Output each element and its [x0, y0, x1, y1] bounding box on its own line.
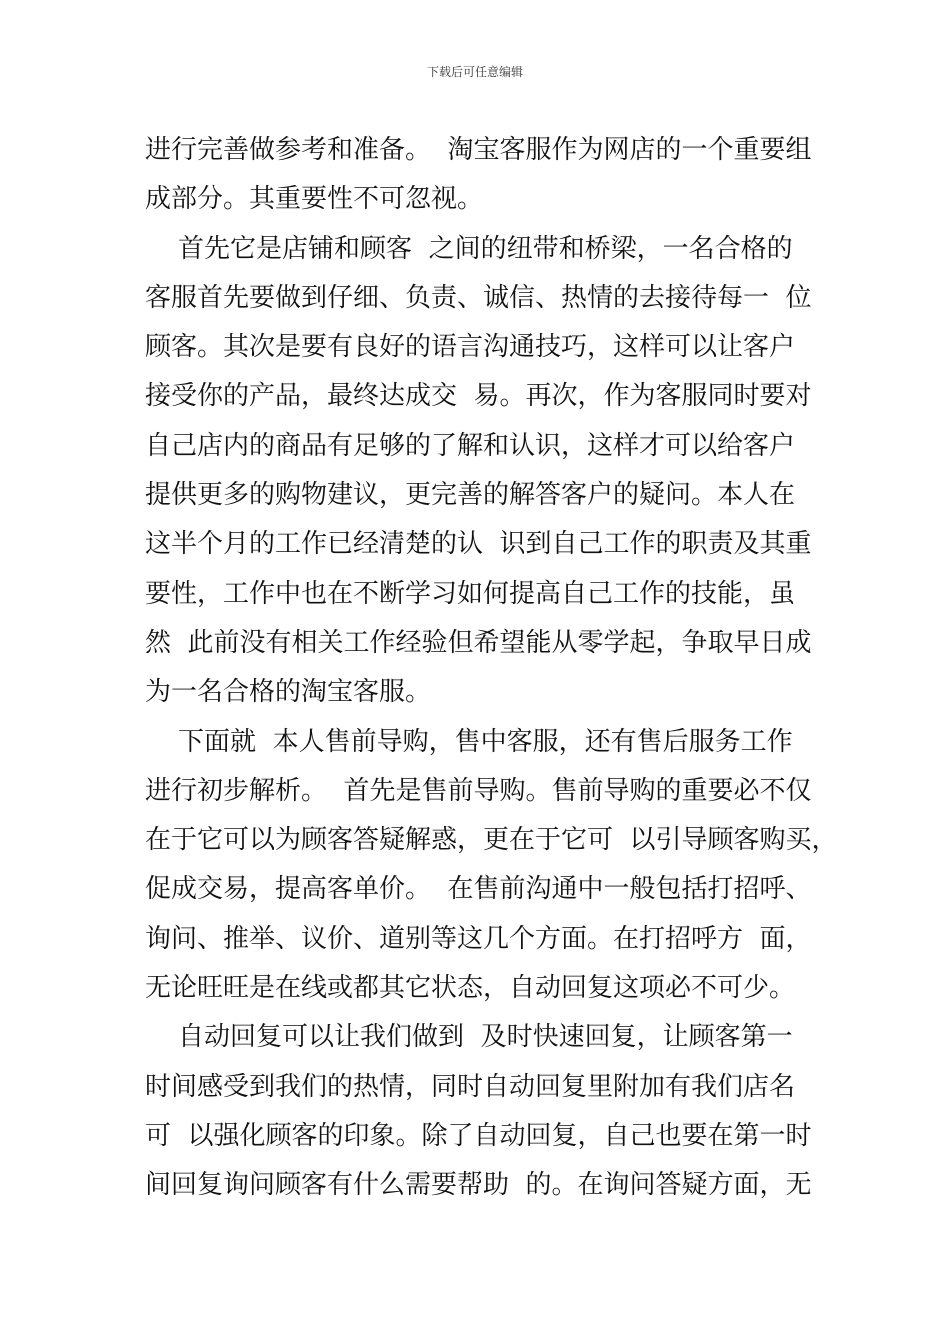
text-line: 要性，工作中也在不断学习如何提高自己工作的技能，虽: [145, 578, 796, 609]
text-line: 自动回复可以让我们做到 及时快速回复，让顾客第一: [145, 1022, 793, 1053]
text-line: 接受你的产品，最终达成交 易。再次，作为客服同时要对: [145, 381, 812, 412]
text-line: 顾客。其次是要有良好的语言沟通技巧，这样可以让客户: [145, 332, 796, 363]
text-line: 这半个月的工作已经清楚的认 识到自己工作的职责及其重: [145, 529, 812, 560]
text-line: 然 此前没有相关工作经验但希望能从零学起，争取早日成: [145, 627, 812, 658]
text-line: 在于它可以为顾客答疑解惑，更在于它可 以引导顾客购买，: [145, 825, 838, 856]
text-line: 首先它是店铺和顾客 之间的纽带和桥梁，一名合格的: [145, 233, 793, 264]
page-header: 下载后可任意编辑: [426, 65, 523, 79]
text-line: 成部分。其重要性不可忽视。: [145, 184, 484, 215]
text-line: 询问、推举、议价、道别等这几个方面。在打招呼方 面，: [145, 923, 812, 954]
text-line: 提供更多的购物建议，更完善的解答客户的疑问。本人在: [145, 480, 796, 511]
text-line: 进行初步解析。 首先是售前导购。售前导购的重要必不仅: [145, 775, 812, 806]
text-line: 时间感受到我们的热情，同时自动回复里附加有我们店名: [145, 1071, 796, 1102]
text-line: 为一名合格的淘宝客服。: [145, 677, 432, 708]
text-line: 下面就 本人售前导购，售中客服，还有售后服务工作: [145, 726, 793, 757]
text-line: 自己店内的商品有足够的了解和认识，这样才可以给客户: [145, 430, 796, 461]
text-line: 促成交易，提高客单价。 在售前沟通中一般包括打招呼、: [145, 874, 812, 905]
text-line: 间回复询问顾客有什么需要帮助 的。在询问答疑方面，无: [145, 1170, 812, 1201]
text-line: 客服首先要做到仔细、负责、诚信、热情的去接待每一 位: [145, 282, 812, 313]
text-line: 无论旺旺是在线或都其它状态，自动回复这项必不可少。: [145, 973, 796, 1004]
document-body: [145, 126, 838, 1211]
text-line: 可 以强化顾客的印象。除了自动回复，自己也要在第一时: [145, 1120, 812, 1151]
text-line: 进行完善做参考和准备。 淘宝客服作为网店的一个重要组: [145, 135, 812, 165]
